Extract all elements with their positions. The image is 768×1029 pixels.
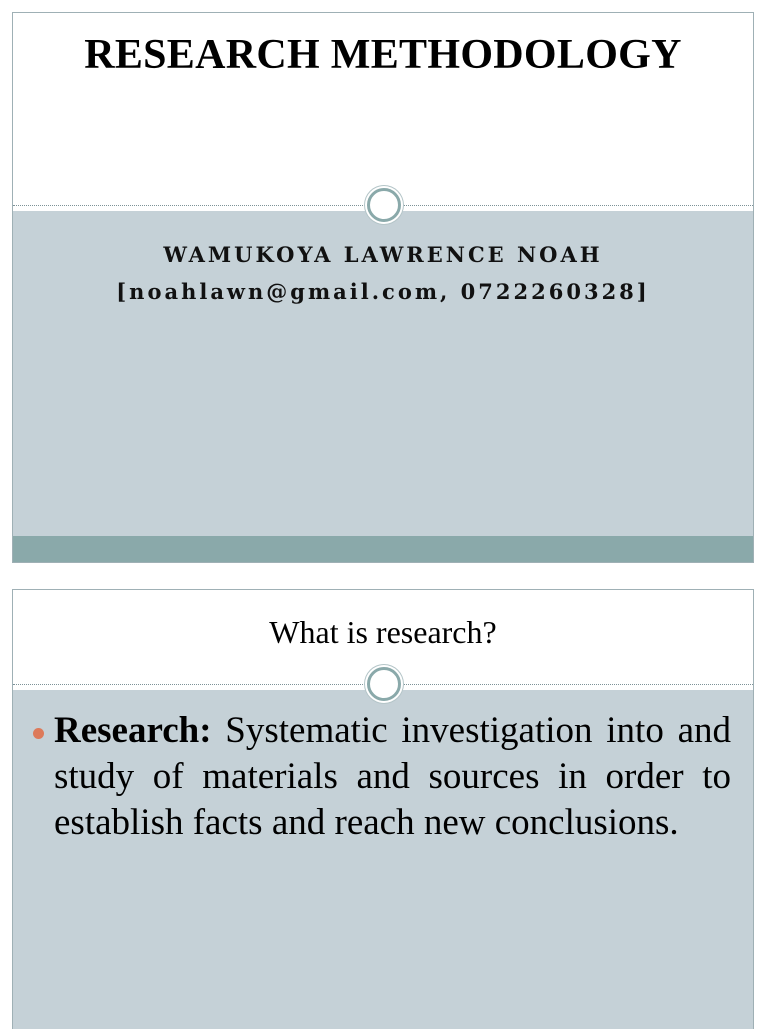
slide-heading: What is research? <box>269 614 497 650</box>
bullet-definition: Systematic investigation into and study of materials and sources in order to establish facts and reach new conclusions. <box>54 710 731 843</box>
footer-band <box>13 536 753 562</box>
divider-circle-icon <box>367 188 401 222</box>
slide-title <box>12 12 754 563</box>
divider-circle-icon <box>367 667 401 701</box>
bullet-text <box>54 708 731 846</box>
author-contact: [noahlawn@gmail.com, 0722260328] <box>116 279 650 304</box>
slide-header <box>13 13 753 205</box>
author-name: WAMUKOYA LAWRENCE NOAH <box>163 242 603 267</box>
bullet-dot-icon <box>33 728 44 739</box>
bullet-item <box>33 708 731 846</box>
bullet-term: Research: <box>54 710 212 751</box>
slide-what-is-research <box>12 589 754 1029</box>
slide-title-heading: RESEARCH METHODOLOGY <box>84 32 682 78</box>
